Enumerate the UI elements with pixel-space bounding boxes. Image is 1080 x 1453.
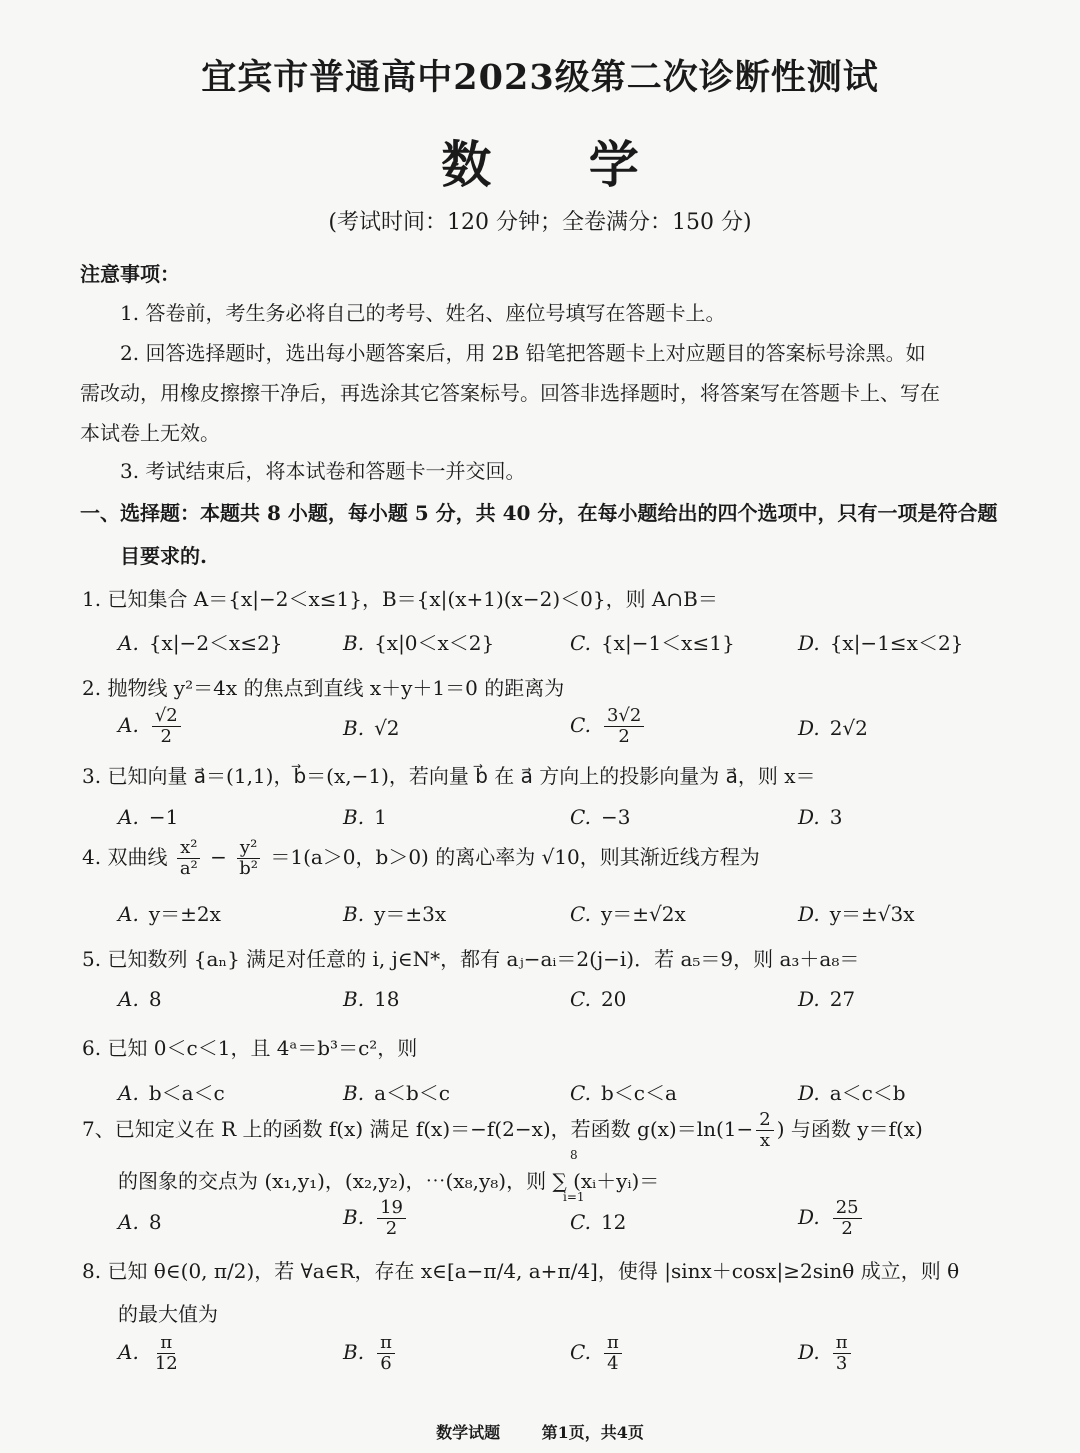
question-4-stem bbox=[82, 838, 760, 879]
exam-title: 宜宾市普通高中2023级第二次诊断性测试 bbox=[201, 57, 879, 98]
question-2-stem: 2. 抛物线 y²＝4x 的焦点到直线 x＋y＋1＝0 的距离为 bbox=[82, 676, 565, 700]
option-b bbox=[343, 627, 494, 656]
option-label: D. bbox=[798, 1340, 820, 1364]
option-b bbox=[343, 898, 446, 927]
option-b bbox=[343, 1077, 450, 1106]
option-text: 3 bbox=[829, 805, 843, 829]
question-5-stem: 5. 已知数列 {aₙ} 满足对任意的 i, j∈N*，都有 aⱼ−aᵢ＝2(j−i)．若 a₅＝9，则 a₃＋a₈＝ bbox=[82, 947, 860, 971]
option-fraction: $\frac{\pi}{3}$ bbox=[833, 1333, 851, 1374]
option-a bbox=[118, 805, 178, 829]
question-4-options bbox=[118, 898, 1058, 942]
option-a bbox=[118, 627, 283, 656]
section-heading-cont: 目要求的. bbox=[120, 544, 207, 568]
option-label: A. bbox=[118, 1340, 139, 1364]
note-2-cont2: 本试卷上无效。 bbox=[80, 421, 220, 445]
option-label: A. bbox=[118, 902, 139, 926]
question-8-options bbox=[118, 1333, 1058, 1377]
question-8-stem-cont: 的最大值为 bbox=[118, 1302, 218, 1326]
question-3-stem: 3. 已知向量 a⃗＝(1,1)，b⃗＝(x,−1)，若向量 b⃗ 在 a⃗ 方向上的投影向量为 a⃗，则 x＝ bbox=[82, 764, 816, 788]
option-label: C. bbox=[570, 1340, 591, 1364]
option-d bbox=[798, 1333, 854, 1374]
option-text: 18 bbox=[374, 987, 400, 1011]
option-d bbox=[798, 987, 855, 1011]
option-b bbox=[343, 716, 400, 740]
option-a bbox=[118, 1333, 184, 1374]
option-text: 2√2 bbox=[829, 716, 868, 740]
option-label: D. bbox=[798, 805, 820, 829]
option-a bbox=[118, 706, 184, 747]
stem-text: 4. 双曲线 bbox=[82, 845, 168, 869]
option-label: B. bbox=[343, 631, 365, 655]
option-text: 8 bbox=[148, 987, 162, 1011]
option-label: A. bbox=[118, 713, 139, 737]
option-text: y＝±√2x bbox=[600, 902, 686, 926]
question-2-options bbox=[118, 706, 1058, 750]
option-c bbox=[570, 1077, 677, 1106]
option-label: B. bbox=[343, 902, 365, 926]
option-b bbox=[343, 805, 387, 829]
note-1: 1. 答卷前，考生务必将自己的考号、姓名、座位号填写在答题卡上。 bbox=[120, 301, 726, 325]
question-6-stem: 6. 已知 0＜c＜1，且 4ᵃ＝b³＝c²，则 bbox=[82, 1036, 418, 1060]
option-fraction: $\frac{\pi}{12}$ bbox=[154, 1332, 178, 1374]
option-d bbox=[798, 805, 842, 829]
option-fraction: $\frac{3√2}{2}$ bbox=[604, 706, 644, 747]
question-1-options bbox=[118, 627, 1058, 671]
stem-text: ) 与函数 y＝f(x) bbox=[776, 1117, 923, 1141]
option-c bbox=[570, 898, 686, 927]
option-text: 27 bbox=[829, 987, 856, 1011]
option-d bbox=[798, 1198, 865, 1239]
option-text: −3 bbox=[600, 805, 631, 829]
option-label: C. bbox=[570, 987, 591, 1011]
option-text: b＜c＜a bbox=[600, 1081, 677, 1105]
option-label: C. bbox=[570, 805, 591, 829]
option-a bbox=[118, 987, 162, 1011]
option-d bbox=[798, 1077, 906, 1106]
option-text: √2 bbox=[374, 716, 400, 740]
fraction: $\frac{\text{x²}}{\text{a²}}$ bbox=[177, 838, 201, 879]
option-a bbox=[118, 1077, 225, 1106]
option-text: 20 bbox=[600, 987, 627, 1011]
option-text: y＝±√3x bbox=[829, 902, 915, 926]
option-label: D. bbox=[798, 902, 820, 926]
option-text: 1 bbox=[374, 805, 387, 829]
option-text: b＜a＜c bbox=[148, 1081, 225, 1105]
option-fraction: $\frac{19}{2}$ bbox=[377, 1198, 406, 1239]
option-label: C. bbox=[570, 713, 591, 737]
stem-text: − bbox=[210, 845, 227, 869]
option-text: y＝±3x bbox=[374, 902, 447, 926]
option-label: C. bbox=[570, 631, 591, 655]
option-text: {x|−1≤x＜2} bbox=[829, 631, 964, 655]
option-c bbox=[570, 805, 630, 829]
option-fraction: $\frac{25}{2}$ bbox=[833, 1198, 862, 1239]
question-8-stem: 8. 已知 θ∈(0, π/2)，若 ∀a∈R，存在 x∈[a−π/4, a+π/4]，使得 |sinx＋cosx|≥2sinθ 成立，则 θ bbox=[82, 1259, 960, 1283]
option-b bbox=[343, 987, 400, 1011]
option-label: B. bbox=[343, 1340, 365, 1364]
option-label: D. bbox=[798, 1205, 820, 1229]
option-text: y＝±2x bbox=[148, 902, 221, 926]
option-label: D. bbox=[798, 987, 820, 1011]
option-text: −1 bbox=[148, 805, 179, 829]
note-2-cont: 需改动，用橡皮擦擦干净后，再选涂其它答案标号。回答非选择题时，将答案写在答题卡上、写在 bbox=[80, 381, 940, 405]
sum-lower-limit: i=1 bbox=[563, 1190, 585, 1204]
option-c bbox=[570, 627, 735, 656]
option-text: {x|0＜x＜2} bbox=[374, 631, 495, 655]
exam-info: (考试时间：120 分钟；全卷满分：150 分) bbox=[328, 210, 752, 235]
option-c bbox=[570, 987, 626, 1011]
option-b bbox=[343, 1333, 398, 1374]
option-label: B. bbox=[343, 716, 365, 740]
option-d bbox=[798, 627, 963, 656]
option-fraction: $\frac{\pi}{4}$ bbox=[604, 1333, 622, 1374]
subject-title: 数 学 bbox=[441, 135, 679, 194]
option-a bbox=[118, 898, 221, 927]
fraction: $\frac{\text{y²}}{\text{b²}}$ bbox=[236, 838, 261, 879]
option-label: B. bbox=[343, 1205, 365, 1229]
option-label: A. bbox=[118, 1210, 139, 1234]
section-heading: 一、选择题：本题共 8 小题，每小题 5 分，共 40 分，在每小题给出的四个选项中，只有一项是符合题 bbox=[80, 501, 998, 525]
question-1-stem: 1. 已知集合 A＝{x|−2＜x≤1}，B＝{x|(x+1)(x−2)＜0}，则 A∩B＝ bbox=[82, 587, 718, 611]
option-text: 12 bbox=[600, 1210, 627, 1234]
option-label: D. bbox=[798, 1081, 820, 1105]
option-fraction: $\frac{\pi}{6}$ bbox=[377, 1333, 395, 1374]
option-text: a＜b＜c bbox=[374, 1081, 450, 1105]
option-text: {x|−1＜x≤1} bbox=[600, 631, 735, 655]
fraction: $\frac{2}{x}$ bbox=[756, 1110, 773, 1151]
option-c bbox=[570, 706, 647, 747]
option-label: C. bbox=[570, 902, 591, 926]
option-label: C. bbox=[570, 1210, 591, 1234]
option-text: a＜c＜b bbox=[829, 1081, 906, 1105]
option-d bbox=[798, 898, 915, 927]
option-b bbox=[343, 1198, 409, 1239]
sum-upper-limit: 8 bbox=[570, 1148, 578, 1162]
note-3: 3. 考试结束后，将本试卷和答题卡一并交回。 bbox=[120, 459, 526, 483]
question-7-options bbox=[118, 1198, 1058, 1242]
question-5-options bbox=[118, 987, 1058, 1031]
note-2: 2. 回答选择题时，选出每小题答案后，用 2B 铅笔把答题卡上对应题目的答案标号涂黑。如 bbox=[120, 341, 926, 365]
stem-text: 7、已知定义在 R 上的函数 f(x) 满足 f(x)＝−f(2−x)，若函数 g(x)＝ln(1− bbox=[82, 1117, 754, 1141]
option-label: C. bbox=[570, 1081, 591, 1105]
option-d bbox=[798, 716, 868, 740]
stem-text: ＝1(a＞0，b＞0) 的离心率为 √10，则其渐近线方程为 bbox=[270, 845, 760, 869]
option-text: 8 bbox=[148, 1210, 162, 1234]
option-label: A. bbox=[118, 805, 139, 829]
footer-page-number: 第1页，共4页 bbox=[541, 1423, 644, 1442]
option-fraction: $\frac{√2}{2}$ bbox=[152, 706, 181, 747]
option-a bbox=[118, 1210, 162, 1234]
footer-subject: 数学试题 bbox=[436, 1423, 501, 1442]
option-label: D. bbox=[798, 716, 820, 740]
option-label: A. bbox=[118, 987, 139, 1011]
question-7-stem-cont: 的图象的交点为 (x₁,y₁)，(x₂,y₂)，⋯(x₈,y₈)，则 ∑ (xᵢ＋yᵢ)＝ bbox=[118, 1169, 660, 1193]
option-label: D. bbox=[798, 631, 820, 655]
page-footer bbox=[0, 1420, 1080, 1443]
option-c bbox=[570, 1210, 626, 1234]
option-label: B. bbox=[343, 1081, 365, 1105]
option-label: A. bbox=[118, 1081, 139, 1105]
notes-title: 注意事项： bbox=[80, 262, 180, 286]
option-text: {x|−2＜x≤2} bbox=[148, 631, 283, 655]
question-7-stem bbox=[82, 1110, 923, 1151]
option-c bbox=[570, 1333, 625, 1374]
option-label: B. bbox=[343, 805, 365, 829]
option-label: A. bbox=[118, 631, 139, 655]
option-label: B. bbox=[343, 987, 365, 1011]
